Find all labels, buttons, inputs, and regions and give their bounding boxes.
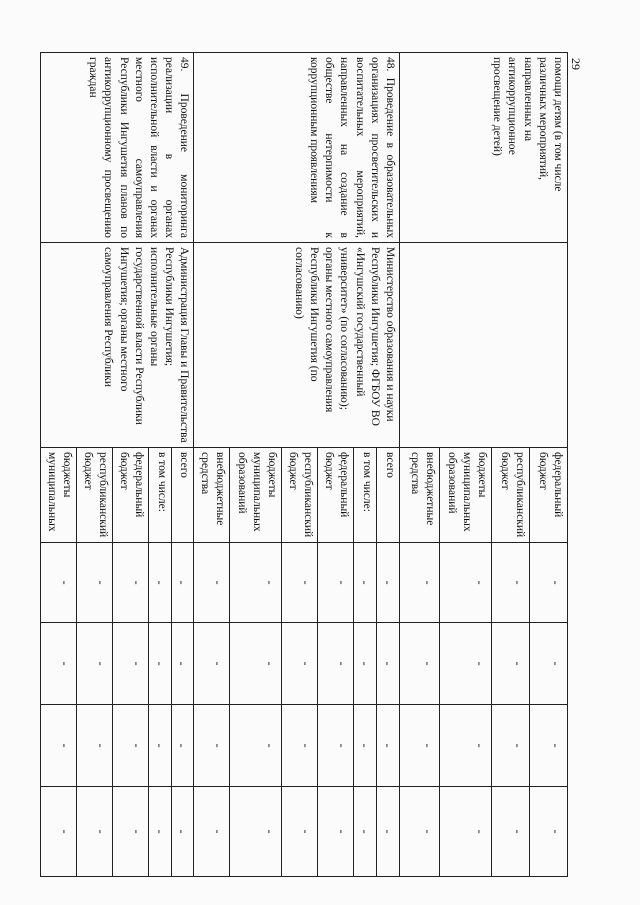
value-cell: -: [282, 787, 318, 877]
value-cell: -: [76, 705, 112, 787]
value-cell: -: [318, 705, 354, 787]
table-row: [171, 53, 194, 877]
value-cell: -: [230, 787, 282, 877]
value-cell: -: [148, 787, 171, 877]
value-cell: -: [400, 623, 440, 705]
value-cell: -: [148, 623, 171, 705]
value-cell: -: [112, 705, 148, 787]
value-cell: -: [171, 623, 194, 705]
source-cell: республиканский бюджет: [492, 448, 530, 543]
source-cell: бюджеты муниципальных: [41, 448, 76, 543]
table-row: [377, 53, 400, 877]
value-cell: -: [492, 623, 530, 705]
value-cell: -: [194, 705, 230, 787]
value-cell: -: [282, 705, 318, 787]
value-cell: -: [318, 543, 354, 623]
value-cell: -: [41, 705, 76, 787]
value-cell: -: [318, 787, 354, 877]
page-number: 29: [569, 58, 583, 70]
measure-cell: 48. Проведение в образовательных организациях просветительских и воспитательных мероприятий, направленных на создание в обществе нетерпимости к коррупционным проявлениям: [194, 53, 400, 243]
value-cell: -: [282, 623, 318, 705]
value-cell: -: [377, 705, 400, 787]
value-cell: -: [440, 787, 492, 877]
value-cell: -: [112, 543, 148, 623]
measure-cell: помощи детям (в том числе различных мероприятий, направленных на антикоррупционное просвещение детей): [400, 53, 568, 243]
source-cell: в том числе:: [354, 448, 377, 543]
source-cell: республиканский бюджет: [282, 448, 318, 543]
rotated-table-wrapper: [45, 52, 568, 876]
source-cell: бюджеты муниципальных образований: [230, 448, 282, 543]
value-cell: -: [530, 705, 568, 787]
source-cell: в том числе:: [148, 448, 171, 543]
source-cell: внебюджетные средства: [400, 448, 440, 543]
value-cell: -: [492, 705, 530, 787]
source-cell: федеральный бюджет: [530, 448, 568, 543]
value-cell: -: [171, 543, 194, 623]
value-cell: -: [377, 543, 400, 623]
value-cell: -: [530, 787, 568, 877]
executor-cell: [400, 243, 568, 448]
source-cell: внебюджетные средства: [194, 448, 230, 543]
source-cell: бюджеты муниципальных образований: [440, 448, 492, 543]
executor-cell: Министерство образования и науки Республики Ингушетия; ФГБОУ ВО «Ингушский государственный университет» (по согласованию); органы местного самоуправления Республики Ингушетия (по согласованию): [194, 243, 400, 448]
value-cell: -: [530, 543, 568, 623]
value-cell: -: [354, 705, 377, 787]
source-cell: всего: [377, 448, 400, 543]
value-cell: -: [194, 787, 230, 877]
value-cell: -: [377, 787, 400, 877]
value-cell: -: [148, 543, 171, 623]
value-cell: -: [112, 623, 148, 705]
source-cell: федеральный бюджет: [112, 448, 148, 543]
value-cell: -: [400, 705, 440, 787]
value-cell: -: [171, 787, 194, 877]
activity-table: [40, 52, 568, 877]
value-cell: -: [492, 787, 530, 877]
value-cell: -: [194, 543, 230, 623]
value-cell: -: [492, 543, 530, 623]
table-row: [530, 53, 568, 877]
value-cell: -: [400, 543, 440, 623]
value-cell: -: [354, 787, 377, 877]
value-cell: -: [76, 787, 112, 877]
value-cell: -: [171, 705, 194, 787]
value-cell: -: [354, 543, 377, 623]
value-cell: -: [282, 543, 318, 623]
value-cell: -: [377, 623, 400, 705]
value-cell: -: [230, 623, 282, 705]
value-cell: -: [230, 705, 282, 787]
value-cell: -: [318, 623, 354, 705]
value-cell: -: [440, 623, 492, 705]
value-cell: -: [76, 543, 112, 623]
value-cell: -: [112, 787, 148, 877]
source-cell: всего: [171, 448, 194, 543]
value-cell: -: [194, 623, 230, 705]
source-cell: федеральный бюджет: [318, 448, 354, 543]
source-cell: республиканский бюджет: [76, 448, 112, 543]
value-cell: -: [530, 623, 568, 705]
value-cell: -: [400, 787, 440, 877]
value-cell: -: [230, 543, 282, 623]
value-cell: -: [41, 543, 76, 623]
value-cell: -: [440, 705, 492, 787]
value-cell: -: [354, 623, 377, 705]
value-cell: -: [41, 787, 76, 877]
value-cell: -: [148, 705, 171, 787]
executor-cell: Администрация Главы и Правительства Республики Ингушетия; исполнительные органы государственной власти Республики Ингушетия; органы местного самоуправления Республики: [41, 243, 194, 448]
measure-cell: 49. Проведение мониторинга реализации в органах исполнительной власти и органах местного самоуправления Республики Ингушетия планов по антикоррупционному просвещению граждан: [41, 53, 194, 243]
value-cell: -: [440, 543, 492, 623]
value-cell: -: [76, 623, 112, 705]
value-cell: -: [41, 623, 76, 705]
